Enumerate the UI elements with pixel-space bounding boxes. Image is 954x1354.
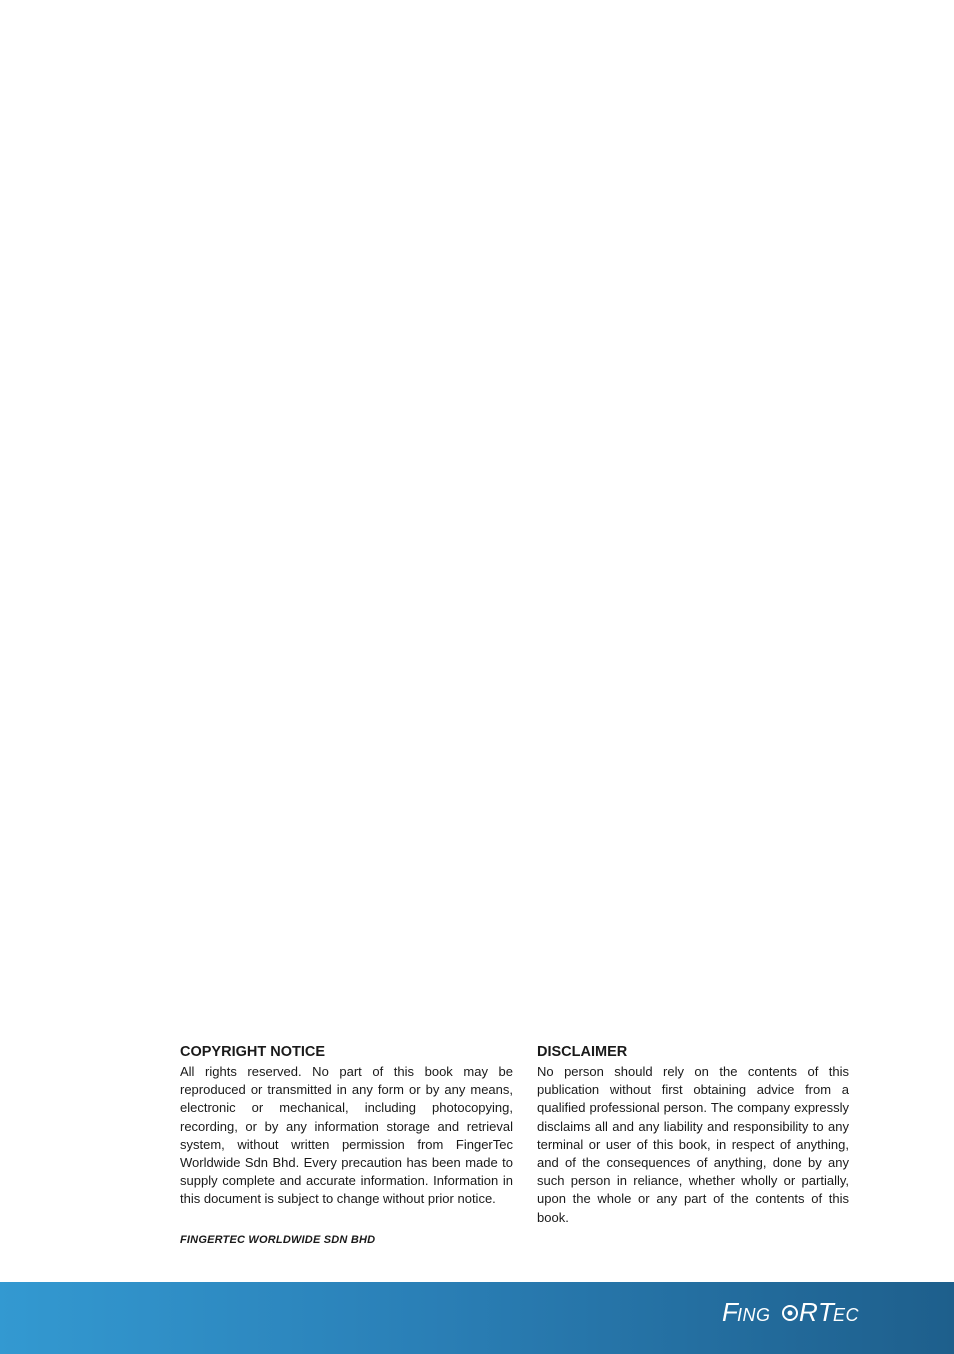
company-name: FINGERTEC WORLDWIDE SDN BHD	[180, 1234, 376, 1246]
svg-text:ING: ING	[737, 1305, 771, 1325]
disclaimer-section	[537, 1043, 849, 1227]
fingertec-logo-mark	[722, 1297, 872, 1327]
copyright-body: All rights reserved. No part of this book may be reproduced or transmitted in any form or by any means, electronic or mechanical, including photocopying, recording, or by any information storage and retrieval system, without written permission from FingerTec Worldwide Sdn Bhd. Every precaution has been made to supply complete and accurate information. Information in this document is subject to change without prior notice.	[180, 1064, 513, 1207]
copyright-heading: COPYRIGHT NOTICE	[180, 1044, 326, 1060]
disclaimer-body: No person should rely on the contents of this publication without first obtaining advice from a qualified professional person. The company expressly disclaims all and any liability and responsibility to any terminal or user of this book, in respect of anything, and of the consequences of anything, done by any such person in reliance, whether wholly or partially, upon the whole or any part of the contents of this book.	[537, 1064, 849, 1225]
svg-text:F: F	[722, 1297, 739, 1327]
fingertec-logo	[722, 1297, 872, 1335]
svg-text:R: R	[799, 1297, 819, 1327]
svg-text:EC: EC	[833, 1305, 860, 1325]
copyright-notice-section	[180, 1043, 513, 1209]
svg-text:T: T	[818, 1297, 835, 1327]
disclaimer-heading: DISCLAIMER	[537, 1044, 628, 1060]
